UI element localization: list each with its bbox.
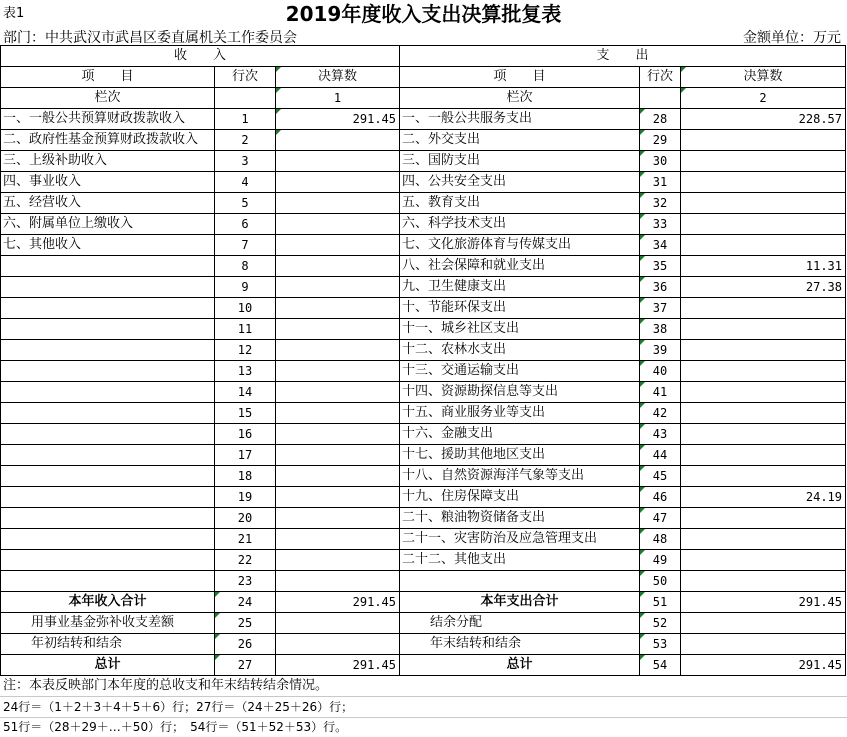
income-rowno-cell[interactable]: 4 [215, 172, 276, 193]
table-row [1, 571, 846, 592]
income-amount-cell[interactable] [276, 277, 400, 298]
expense-summary-rowno[interactable]: 51 [640, 592, 681, 613]
income-amount-cell[interactable] [276, 487, 400, 508]
expense-amount-cell[interactable] [681, 340, 846, 361]
expense-item-cell[interactable]: 十八、自然资源海洋气象等支出 [400, 466, 640, 487]
expense-rowno-cell[interactable]: 41 [640, 382, 681, 403]
expense-item-cell[interactable]: 十二、农林水支出 [400, 340, 640, 361]
income-item-cell[interactable] [1, 445, 215, 466]
expense-rowno-cell[interactable]: 34 [640, 235, 681, 256]
expense-item-cell[interactable]: 四、公共安全支出 [400, 172, 640, 193]
column-number-row [1, 88, 846, 109]
expense-rowno-cell[interactable]: 40 [640, 361, 681, 382]
expense-amount-cell[interactable] [681, 529, 846, 550]
income-rowno-cell[interactable]: 7 [215, 235, 276, 256]
table-row [1, 235, 846, 256]
income-item-cell[interactable] [1, 550, 215, 571]
expense-rowno-cell[interactable]: 46 [640, 487, 681, 508]
income-rowno-cell[interactable]: 19 [215, 487, 276, 508]
income-rowno-cell[interactable]: 12 [215, 340, 276, 361]
expense-amount-cell[interactable]: 24.19 [681, 487, 846, 508]
report-title: 2019年度收入支出决算批复表 [285, 2, 562, 26]
expense-item-cell[interactable]: 一、一般公共服务支出 [400, 109, 640, 130]
expense-summary-amount[interactable] [681, 613, 846, 634]
expense-rowno-cell[interactable]: 49 [640, 550, 681, 571]
table-row [1, 277, 846, 298]
table-row [1, 130, 846, 151]
expense-summary-rowno[interactable]: 54 [640, 655, 681, 676]
expense-rowno-cell[interactable]: 30 [640, 151, 681, 172]
expense-item-cell[interactable]: 二、外交支出 [400, 130, 640, 151]
income-summary-amount[interactable] [276, 613, 400, 634]
department-label: 部门：中共武汉市武昌区委直属机关工作委员会 [3, 30, 297, 46]
note-line-2: 24行＝（1＋2＋3＋4＋5＋6）行；27行＝（24＋25＋26）行； [0, 697, 847, 718]
income-item-cell[interactable] [1, 529, 215, 550]
table-row [1, 193, 846, 214]
expense-summary-item[interactable]: 结余分配 [400, 613, 640, 634]
income-item-cell[interactable]: 四、事业收入 [1, 172, 215, 193]
expense-rowno-cell[interactable]: 48 [640, 529, 681, 550]
expense-rowno-cell[interactable]: 36 [640, 277, 681, 298]
income-item-cell[interactable]: 二、政府性基金预算财政拨款收入 [1, 130, 215, 151]
income-summary-rowno[interactable]: 27 [215, 655, 276, 676]
expense-amount-cell[interactable] [681, 445, 846, 466]
income-amount-cell[interactable] [276, 340, 400, 361]
expense-amount-cell[interactable]: 11.31 [681, 256, 846, 277]
income-amount-cell[interactable] [276, 445, 400, 466]
income-rowno-cell[interactable]: 5 [215, 193, 276, 214]
expense-amount-cell[interactable] [681, 382, 846, 403]
table-row [1, 550, 846, 571]
income-amount-cell[interactable] [276, 235, 400, 256]
expense-amount-header[interactable]: 决算数 [681, 67, 846, 88]
income-rowno-cell[interactable]: 13 [215, 361, 276, 382]
income-summary-item[interactable]: 用事业基金弥补收支差额 [1, 613, 215, 634]
unit-label: 金额单位：万元 [743, 30, 841, 46]
expense-item-cell[interactable]: 十三、交通运输支出 [400, 361, 640, 382]
income-item-cell[interactable] [1, 424, 215, 445]
income-amount-cell[interactable] [276, 508, 400, 529]
income-summary-amount[interactable] [276, 634, 400, 655]
income-rowno-cell[interactable]: 14 [215, 382, 276, 403]
income-amount-cell[interactable] [276, 424, 400, 445]
income-colno-value[interactable]: 1 [276, 88, 400, 109]
expense-summary-item[interactable]: 总计 [400, 655, 640, 676]
table-row [1, 424, 846, 445]
expense-item-cell[interactable]: 二十、粮油物资储备支出 [400, 508, 640, 529]
expense-rowno-cell[interactable]: 43 [640, 424, 681, 445]
table-row [1, 529, 846, 550]
summary-row [1, 655, 846, 676]
expense-colno-empty[interactable] [640, 88, 681, 109]
income-item-cell[interactable] [1, 571, 215, 592]
income-rowno-cell[interactable]: 18 [215, 466, 276, 487]
income-amount-cell[interactable] [276, 172, 400, 193]
expense-rowno-header[interactable]: 行次 [640, 67, 681, 88]
expense-summary-amount[interactable] [681, 634, 846, 655]
income-item-cell[interactable] [1, 382, 215, 403]
expense-item-cell[interactable]: 十九、住房保障支出 [400, 487, 640, 508]
income-item-cell[interactable]: 六、附属单位上缴收入 [1, 214, 215, 235]
table-row [1, 361, 846, 382]
expense-amount-cell[interactable] [681, 319, 846, 340]
income-rowno-header[interactable]: 行次 [215, 67, 276, 88]
expense-amount-cell[interactable]: 228.57 [681, 109, 846, 130]
table-row [1, 340, 846, 361]
table-row [1, 403, 846, 424]
summary-row [1, 592, 846, 613]
income-item-cell[interactable] [1, 403, 215, 424]
expense-rowno-cell[interactable]: 45 [640, 466, 681, 487]
income-amount-cell[interactable] [276, 319, 400, 340]
expense-rowno-cell[interactable]: 50 [640, 571, 681, 592]
income-item-cell[interactable] [1, 340, 215, 361]
expense-summary-item[interactable]: 年末结转和结余 [400, 634, 640, 655]
income-item-cell[interactable] [1, 277, 215, 298]
income-item-cell[interactable] [1, 361, 215, 382]
expense-rowno-cell[interactable]: 31 [640, 172, 681, 193]
table-row [1, 466, 846, 487]
income-amount-cell[interactable] [276, 256, 400, 277]
income-summary-rowno[interactable]: 26 [215, 634, 276, 655]
note-line-3: 51行＝（28＋29＋…＋50）行； 54行＝（51＋52＋53）行。 [3, 720, 348, 734]
income-section-header[interactable]: 收 入 [1, 46, 400, 67]
expense-summary-rowno[interactable]: 52 [640, 613, 681, 634]
expense-item-cell[interactable]: 六、科学技术支出 [400, 214, 640, 235]
expense-item-cell[interactable]: 八、社会保障和就业支出 [400, 256, 640, 277]
expense-rowno-cell[interactable]: 47 [640, 508, 681, 529]
income-summary-rowno[interactable]: 25 [215, 613, 276, 634]
income-item-cell[interactable] [1, 508, 215, 529]
column-header-row [1, 67, 846, 88]
expense-colno-value[interactable]: 2 [681, 88, 846, 109]
expense-amount-cell[interactable] [681, 361, 846, 382]
income-rowno-cell[interactable]: 20 [215, 508, 276, 529]
income-item-cell[interactable]: 一、一般公共预算财政拨款收入 [1, 109, 215, 130]
income-item-header[interactable]: 项 目 [1, 67, 215, 88]
income-item-cell[interactable]: 三、上级补助收入 [1, 151, 215, 172]
note-line-1: 注：本表反映部门本年度的总收支和年末结转结余情况。 [0, 676, 847, 697]
income-amount-cell[interactable] [276, 529, 400, 550]
income-amount-cell[interactable] [276, 403, 400, 424]
income-rowno-cell[interactable]: 8 [215, 256, 276, 277]
expense-rowno-cell[interactable]: 44 [640, 445, 681, 466]
expense-item-header[interactable]: 项 目 [400, 67, 640, 88]
expense-amount-cell[interactable] [681, 298, 846, 319]
income-colno-empty[interactable] [215, 88, 276, 109]
table-row [1, 109, 846, 130]
expense-rowno-cell[interactable]: 39 [640, 340, 681, 361]
expense-amount-cell[interactable] [681, 214, 846, 235]
expense-item-cell[interactable]: 十七、援助其他地区支出 [400, 445, 640, 466]
summary-row [1, 613, 846, 634]
income-amount-cell[interactable] [276, 193, 400, 214]
income-amount-cell[interactable]: 291.45 [276, 109, 400, 130]
expense-summary-rowno[interactable]: 53 [640, 634, 681, 655]
table-body [1, 46, 846, 676]
income-amount-cell[interactable] [276, 298, 400, 319]
expense-amount-cell[interactable] [681, 172, 846, 193]
income-rowno-cell[interactable]: 10 [215, 298, 276, 319]
table-row [1, 382, 846, 403]
summary-row [1, 634, 846, 655]
income-amount-header[interactable]: 决算数 [276, 67, 400, 88]
expense-rowno-cell[interactable]: 37 [640, 298, 681, 319]
expense-item-cell[interactable]: 十五、商业服务业等支出 [400, 403, 640, 424]
expense-rowno-cell[interactable]: 29 [640, 130, 681, 151]
expense-item-cell[interactable]: 十一、城乡社区支出 [400, 319, 640, 340]
expense-summary-amount[interactable]: 291.45 [681, 655, 846, 676]
expense-item-cell[interactable]: 十六、金融支出 [400, 424, 640, 445]
income-rowno-cell[interactable]: 6 [215, 214, 276, 235]
income-colno-label[interactable]: 栏次 [1, 88, 215, 109]
income-rowno-cell[interactable]: 9 [215, 277, 276, 298]
income-summary-rowno[interactable]: 24 [215, 592, 276, 613]
expense-item-cell[interactable]: 七、文化旅游体育与传媒支出 [400, 235, 640, 256]
income-rowno-cell[interactable]: 2 [215, 130, 276, 151]
expense-rowno-cell[interactable]: 28 [640, 109, 681, 130]
table-row [1, 214, 846, 235]
expense-item-cell[interactable]: 十、节能环保支出 [400, 298, 640, 319]
expense-item-cell[interactable] [400, 571, 640, 592]
expense-rowno-cell[interactable]: 38 [640, 319, 681, 340]
income-amount-cell[interactable] [276, 382, 400, 403]
income-item-cell[interactable] [1, 256, 215, 277]
expense-item-cell[interactable]: 五、教育支出 [400, 193, 640, 214]
income-amount-cell[interactable] [276, 361, 400, 382]
expense-amount-cell[interactable] [681, 466, 846, 487]
income-rowno-cell[interactable]: 11 [215, 319, 276, 340]
income-rowno-cell[interactable]: 17 [215, 445, 276, 466]
table-row [1, 151, 846, 172]
income-amount-cell[interactable] [276, 130, 400, 151]
expense-rowno-cell[interactable]: 32 [640, 193, 681, 214]
income-item-cell[interactable] [1, 466, 215, 487]
income-rowno-cell[interactable]: 1 [215, 109, 276, 130]
expense-amount-cell[interactable] [681, 235, 846, 256]
expense-rowno-cell[interactable]: 42 [640, 403, 681, 424]
income-rowno-cell[interactable]: 15 [215, 403, 276, 424]
table-row [1, 487, 846, 508]
income-summary-amount[interactable]: 291.45 [276, 655, 400, 676]
income-summary-item[interactable]: 总计 [1, 655, 215, 676]
expense-amount-cell[interactable] [681, 403, 846, 424]
income-summary-item[interactable]: 本年收入合计 [1, 592, 215, 613]
income-amount-cell[interactable] [276, 466, 400, 487]
expense-amount-cell[interactable] [681, 550, 846, 571]
expense-item-cell[interactable]: 二十二、其他支出 [400, 550, 640, 571]
table-row [1, 445, 846, 466]
income-summary-item[interactable]: 年初结转和结余 [1, 634, 215, 655]
expense-rowno-cell[interactable]: 33 [640, 214, 681, 235]
table-row [1, 298, 846, 319]
income-item-cell[interactable] [1, 298, 215, 319]
income-rowno-cell[interactable]: 22 [215, 550, 276, 571]
table-row [1, 256, 846, 277]
table-row [1, 319, 846, 340]
income-amount-cell[interactable] [276, 151, 400, 172]
expense-amount-cell[interactable] [681, 151, 846, 172]
income-rowno-cell[interactable]: 21 [215, 529, 276, 550]
section-header-row [1, 46, 846, 67]
income-amount-cell[interactable] [276, 550, 400, 571]
expense-colno-label[interactable]: 栏次 [400, 88, 640, 109]
expense-summary-item[interactable]: 本年支出合计 [400, 592, 640, 613]
income-item-cell[interactable] [1, 319, 215, 340]
income-rowno-cell[interactable]: 16 [215, 424, 276, 445]
expense-amount-cell[interactable] [681, 424, 846, 445]
expense-item-cell[interactable]: 九、卫生健康支出 [400, 277, 640, 298]
income-summary-amount[interactable]: 291.45 [276, 592, 400, 613]
income-item-cell[interactable]: 五、经营收入 [1, 193, 215, 214]
income-rowno-cell[interactable]: 23 [215, 571, 276, 592]
expense-amount-cell[interactable] [681, 193, 846, 214]
expense-item-cell[interactable]: 十四、资源勘探信息等支出 [400, 382, 640, 403]
expense-item-cell[interactable]: 二十一、灾害防治及应急管理支出 [400, 529, 640, 550]
income-item-cell[interactable] [1, 487, 215, 508]
expense-amount-cell[interactable]: 27.38 [681, 277, 846, 298]
expense-amount-cell[interactable] [681, 508, 846, 529]
table-label: 表1 [3, 6, 25, 21]
income-rowno-cell[interactable]: 3 [215, 151, 276, 172]
expense-summary-amount[interactable]: 291.45 [681, 592, 846, 613]
expense-item-cell[interactable]: 三、国防支出 [400, 151, 640, 172]
table-row [1, 508, 846, 529]
table-row [1, 172, 846, 193]
expense-rowno-cell[interactable]: 35 [640, 256, 681, 277]
expense-section-header[interactable]: 支 出 [400, 46, 846, 67]
income-item-cell[interactable]: 七、其他收入 [1, 235, 215, 256]
budget-table [0, 45, 846, 676]
expense-amount-cell[interactable] [681, 130, 846, 151]
expense-amount-cell[interactable] [681, 571, 846, 592]
income-amount-cell[interactable] [276, 214, 400, 235]
income-amount-cell[interactable] [276, 571, 400, 592]
